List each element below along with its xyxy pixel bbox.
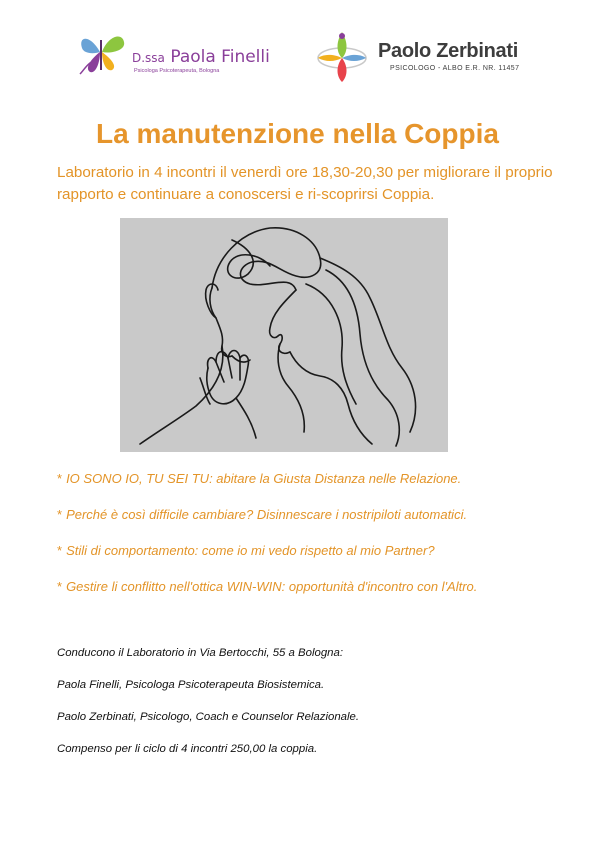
bullet-star: * xyxy=(57,579,63,594)
logo-paola-finelli xyxy=(76,30,296,78)
bullet-text: Stili di comportamento: come io mi vedo rispetto al mio Partner? xyxy=(66,543,435,558)
list-item xyxy=(57,470,577,506)
logo-right-name: Paolo Zerbinati xyxy=(378,40,518,62)
footer-info xyxy=(57,645,557,773)
bullet-star: * xyxy=(57,471,63,486)
couple-line-drawing-image xyxy=(120,218,448,452)
footer-facilitator-2: Paolo Zerbinati, Psicologo, Coach e Counselor Relazionale. xyxy=(57,711,360,723)
bullet-star: * xyxy=(57,543,63,558)
list-item xyxy=(57,578,577,614)
logo-left-name-text: Paola Finelli xyxy=(170,47,270,67)
logo-left-prefix: D.ssa xyxy=(132,51,165,65)
bullet-text: Perché è così difficile cambiare? Disinnescare i nostripiloti automatici. xyxy=(66,507,468,522)
logo-left-subtitle: Psicologa Psicoterapeuta, Bologna xyxy=(134,68,220,74)
butterfly-logo-icon xyxy=(76,30,132,76)
page-title: La manutenzione nella Coppia xyxy=(96,118,499,149)
footer-location: Conducono il Laboratorio in Via Bertocchi, 55 a Bologna: xyxy=(57,647,344,659)
figure-logo-icon xyxy=(314,28,370,84)
logo-right-subtitle: PSICOLOGO - ALBO E.R. NR. 11457 xyxy=(390,65,520,72)
topics-list xyxy=(57,470,577,614)
couple-line-art-icon xyxy=(120,218,448,452)
logo-left-name xyxy=(132,47,270,67)
bullet-text: IO SONO IO, TU SEI TU: abitare la Giusta Distanza nelle Relazione. xyxy=(66,471,462,486)
intro-text: Laboratorio in 4 incontri il venerdì ore 18,30-20,30 per migliorare il proprio rapporto e continuare a conoscersi e ri-scoprirsi Coppia. xyxy=(57,164,553,203)
bullet-star: * xyxy=(57,507,63,522)
footer-facilitator-1: Paola Finelli, Psicologa Psicoterapeuta Biosistemica. xyxy=(57,679,325,691)
list-item xyxy=(57,506,577,542)
footer-fee: Compenso per li ciclo di 4 incontri 250,00 la coppia. xyxy=(57,743,318,755)
logo-paolo-zerbinati xyxy=(314,28,534,84)
list-item xyxy=(57,542,577,578)
bullet-text: Gestire li conflitto nell'ottica WIN-WIN: opportunità d'incontro con l'Altro. xyxy=(66,579,478,594)
